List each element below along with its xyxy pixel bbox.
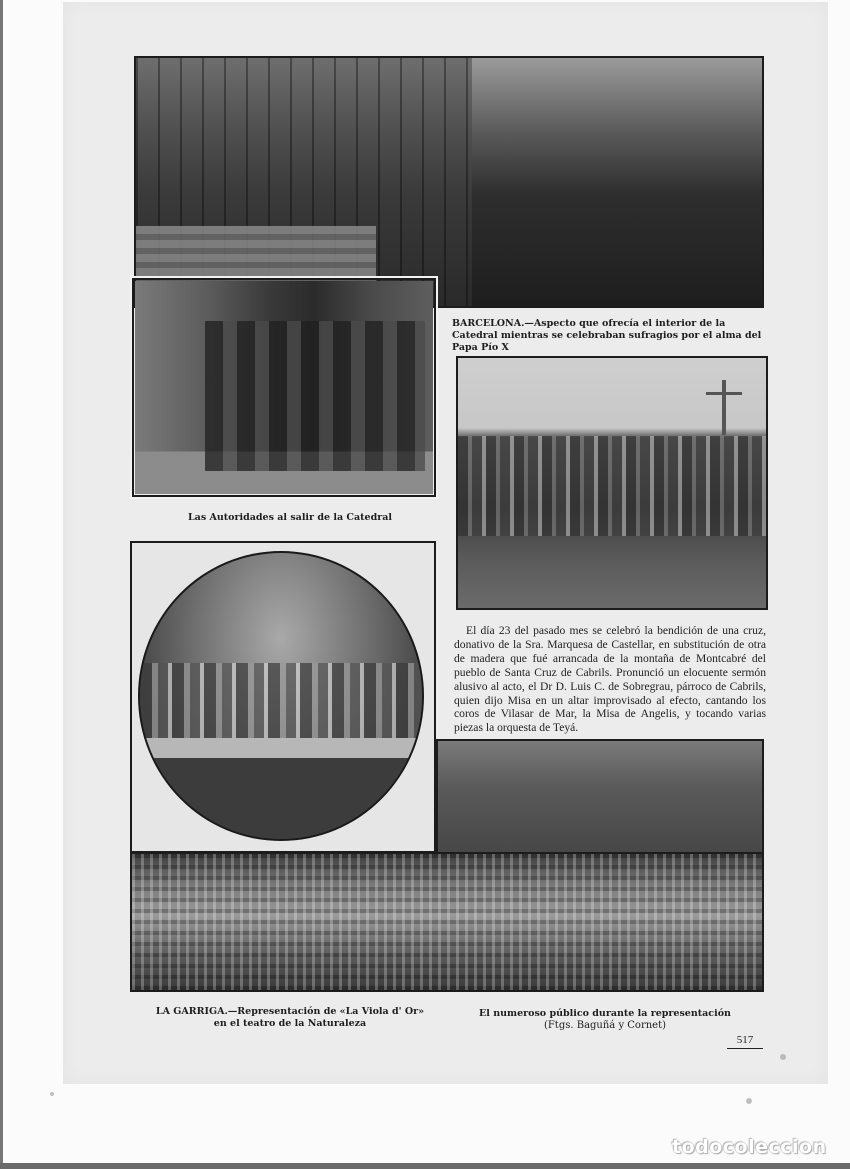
photo-detail (140, 758, 422, 841)
photo-cross-blessing (456, 356, 768, 610)
scan-frame-left (0, 0, 3, 1169)
caption-text: Las Autoridades al salir de la Catedral (188, 512, 392, 523)
scan-frame-bottom (0, 1163, 850, 1169)
photo-authorities-leaving (130, 276, 438, 499)
paper-speck (50, 1092, 54, 1096)
photo-viola-dor-frame (130, 541, 436, 853)
caption-authorities (150, 512, 430, 524)
paper-speck (746, 1098, 752, 1104)
photo-detail (458, 436, 766, 536)
photo-detail (472, 58, 762, 306)
photo-viola-dor-stage (138, 551, 424, 841)
caption-text: BARCELONA.—Aspecto que ofrecía el interior de la Catedral mientras se celebraban sufragios por el alma del Papa Pío X (452, 318, 762, 353)
article-text (454, 624, 766, 735)
photo-cathedral-interior (134, 56, 764, 308)
article-body: El día 23 del pasado mes se celebró la bendición de una cruz, donativo de la Sra. Marquesa de Castellar, en substitución de otra de madera que fué arrancada de la montaña de Montcabré del pueblo de Santa Cruz de Cabrils. Pronunció un elocuente sermón alusivo al acto, el Dr D. Luis C. de Sobregrau, párroco de Cabrils, quien dijo Misa en un altar improvisado al efecto, cantando los coros de Vilasar de Mar, la Misa de Angelis, y tocando varias piezas la orquesta de Teyá. (454, 624, 766, 735)
photo-image (458, 358, 766, 608)
photo-detail (140, 738, 422, 758)
photo-image (438, 741, 762, 859)
photo-woods (436, 739, 764, 859)
cross-icon (706, 392, 742, 395)
cross-icon (722, 380, 726, 435)
watermark-logo: todocoleccion (672, 1136, 827, 1158)
caption-line: El numeroso público durante la representación (479, 1008, 731, 1019)
photo-detail (205, 321, 425, 471)
photo-detail (140, 663, 422, 738)
page-number: 517 (727, 1034, 763, 1049)
paper-speck (780, 1054, 786, 1060)
caption-line: en el teatro de la Naturaleza (213, 1018, 367, 1029)
caption-line: LA GARRIGA.—Representación de «La Viola d' Or» (155, 1006, 425, 1017)
caption-audience (470, 1008, 740, 1032)
photo-credit: (Ftgs. Baguñá y Cornet) (543, 1020, 667, 1031)
photo-image (135, 281, 433, 494)
caption-barcelona (452, 318, 770, 354)
photo-image (132, 854, 762, 990)
photo-audience-crowd (130, 852, 764, 992)
photo-image (136, 58, 762, 306)
caption-la-garriga (130, 1006, 450, 1030)
